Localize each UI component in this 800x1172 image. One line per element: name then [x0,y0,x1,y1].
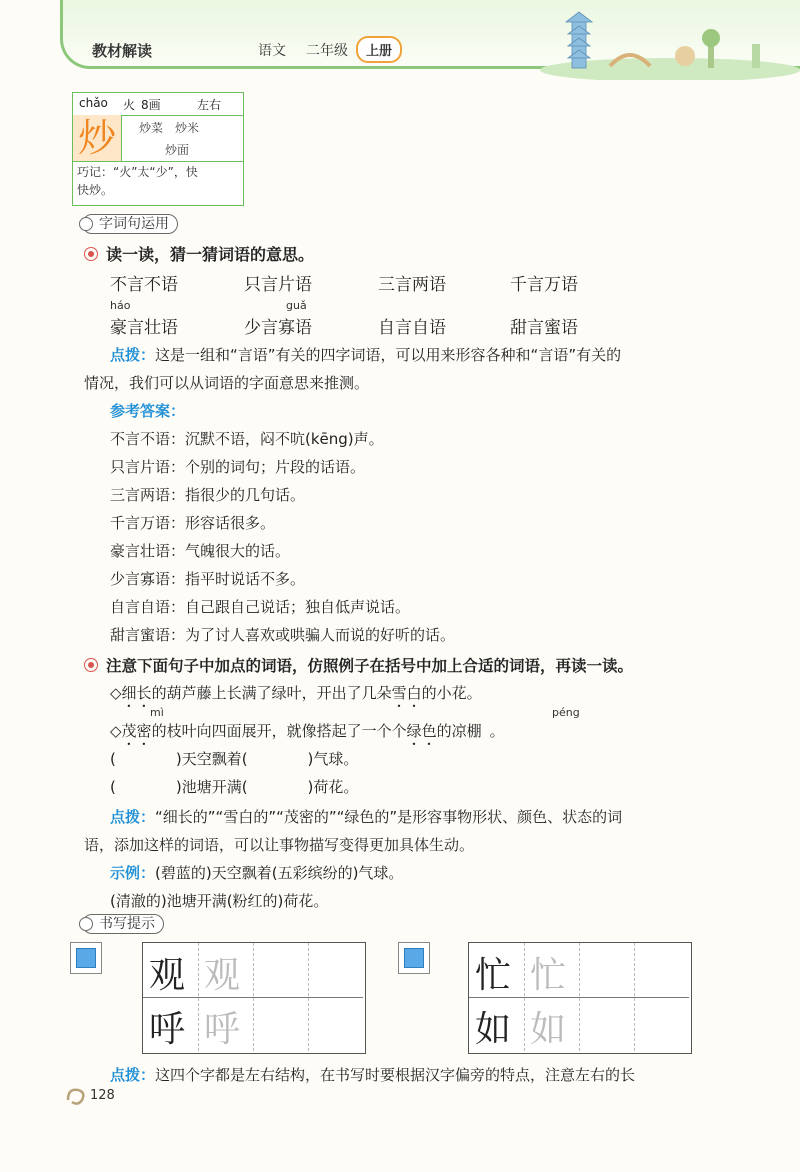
grid1-char-row1: 观 [149,955,186,996]
example-answer-2: (清澈的)池塘开满(粉红的)荷花。 [110,892,329,910]
task2-hint-line1 [110,806,622,827]
pinyin-hao: háo [110,299,131,312]
word-1: 不言不语 [110,275,178,295]
answer-2: 只言片语：个别的词句；片段的话语。 [110,458,366,476]
hint-text: “细长的”“雪白的”“茂密的”“绿色的”是形容事物形状、颜色、状态的词 [155,808,623,826]
card-tip-line1: 巧记：“火”太“少”，快 [77,165,198,179]
word-4: 千言万语 [510,275,578,295]
hint-label: 点拨： [110,346,156,364]
page-number: 128 [90,1088,115,1103]
diamond-marker: ◇ [110,684,122,702]
word-8: 甜言蜜语 [510,318,578,338]
writing-hint [110,1064,635,1085]
fill-blank-1: ( )天空飘着( )气球。 [110,750,359,768]
task1-hint-line1 [110,344,621,365]
card-pinyin: chǎo [79,96,108,110]
card-radical: 火 [123,98,136,112]
dotted-word-xuebai: 雪白 [391,684,422,702]
header-grade: 二年级 [306,43,348,59]
pinyin-peng: péng [552,706,580,719]
answer-4: 千言万语：形容话很多。 [110,514,276,532]
answer-1: 不言不语：沉默不语，闷不吭(kēng)声。 [110,430,384,448]
card-words [121,115,243,162]
task1-hint-line2: 情况，我们可以从词语的字面意思来推测。 [84,374,370,392]
pinyin-gua: guǎ [286,299,307,312]
task1-heading-text: 读一读，猜一猜词语的意思。 [106,245,315,264]
answer-5: 豪言壮语：气魄很大的话。 [110,542,291,560]
example-text: (碧蓝的)天空飘着(五彩缤纷的)气球。 [155,864,404,882]
header-subject: 语文 [258,43,286,59]
hint-text: 这是一组和“言语”有关的四字词语，可以用来形容各种和“言语”有关的 [155,346,622,364]
word-3: 三言两语 [378,275,446,295]
grid2-char-row2: 如 [475,1009,512,1050]
answer-8: 甜言蜜语：为了讨人喜欢或哄骗人而说的好听的话。 [110,626,456,644]
card-memory-tip [77,163,241,199]
sentence-text: 的枝叶向四面展开，就像搭起了一个个 [151,722,407,740]
grid1-trace-row1: 观 [204,955,241,996]
diamond-marker: ◇ [110,722,122,740]
pagoda-scene-illustration [520,0,800,80]
answer-3: 三言两语：指很少的几句话。 [110,486,306,504]
page-header [0,0,800,90]
grid2-char-row1: 忙 [475,955,512,996]
stroke-order-icon [70,942,102,974]
dotted-word-lvse: 绿色 [406,722,437,740]
answer-label: 参考答案： [110,402,186,420]
card-words-line2: 炒面 [165,143,190,157]
grid1-char-row2: 呼 [149,1009,186,1050]
sentence-text: 的葫芦藤上长满了绿叶，开出了几朵 [151,684,392,702]
writing-grid-1 [142,942,366,1054]
word-5: 豪言壮语 [110,318,178,338]
word-6: 少言寡语 [244,318,312,338]
fill-blank-2: ( )池塘开满( )荷花。 [110,778,359,796]
task1-heading [84,242,314,265]
word-2: 只言片语 [244,275,312,295]
hint-text: 这四个字都是左右结构，在书写时要根据汉字偏旁的特点，注意左右的长 [155,1066,636,1084]
sentence-text: 的凉棚 [436,722,482,740]
card-info-row [73,93,243,116]
grid2-trace-row1: 忙 [530,955,567,996]
pinyin-mi: mì [150,706,164,719]
section-label-word-usage: 字词句运用 [82,214,178,234]
task2-heading [84,654,633,676]
sentence-text: 的小花。 [421,684,482,702]
card-words-line1: 炒菜 炒米 [139,121,200,135]
character-card [72,92,244,206]
dotted-word-maomi: 茂密 [121,722,152,740]
grid1-trace-row2: 呼 [204,1009,241,1050]
word-7: 自言自语 [378,318,446,338]
grid2-trace-row2: 如 [530,1009,567,1050]
task2-hint-line2: 语，添加这样的词语，可以让事物描写变得更加具体生动。 [84,836,475,854]
task-bullet-icon [84,247,98,261]
task2-heading-text: 注意下面句子中加点的词语，仿照例子在括号中加上合适的词语，再读一读。 [106,657,634,675]
answer-6: 少言寡语：指平时说话不多。 [110,570,306,588]
example-label: 示例： [110,864,156,882]
card-character: 炒 [73,115,122,162]
hint-label: 点拨： [110,808,156,826]
header-title: 教材解读 [92,42,153,60]
dotted-word-xichang: 细长 [121,684,152,702]
stroke-order-icon [398,942,430,974]
writing-grid-2 [468,942,692,1054]
header-volume-badge: 上册 [356,36,402,63]
sentence-period: 。 [489,722,505,740]
card-strokes: 8画 [141,98,161,112]
example-answer-1 [110,862,403,883]
example-sentence-2 [110,720,505,749]
section-label-writing-tips: 书写提示 [82,914,164,934]
card-structure: 左右 [197,98,222,112]
example-sentence-1 [110,682,482,711]
hint-label: 点拨： [110,1066,156,1084]
card-tip-line2: 快炒。 [77,183,114,197]
task-bullet-icon [84,658,98,672]
answer-7: 自言自语：自己跟自己说话；独自低声说话。 [110,598,411,616]
